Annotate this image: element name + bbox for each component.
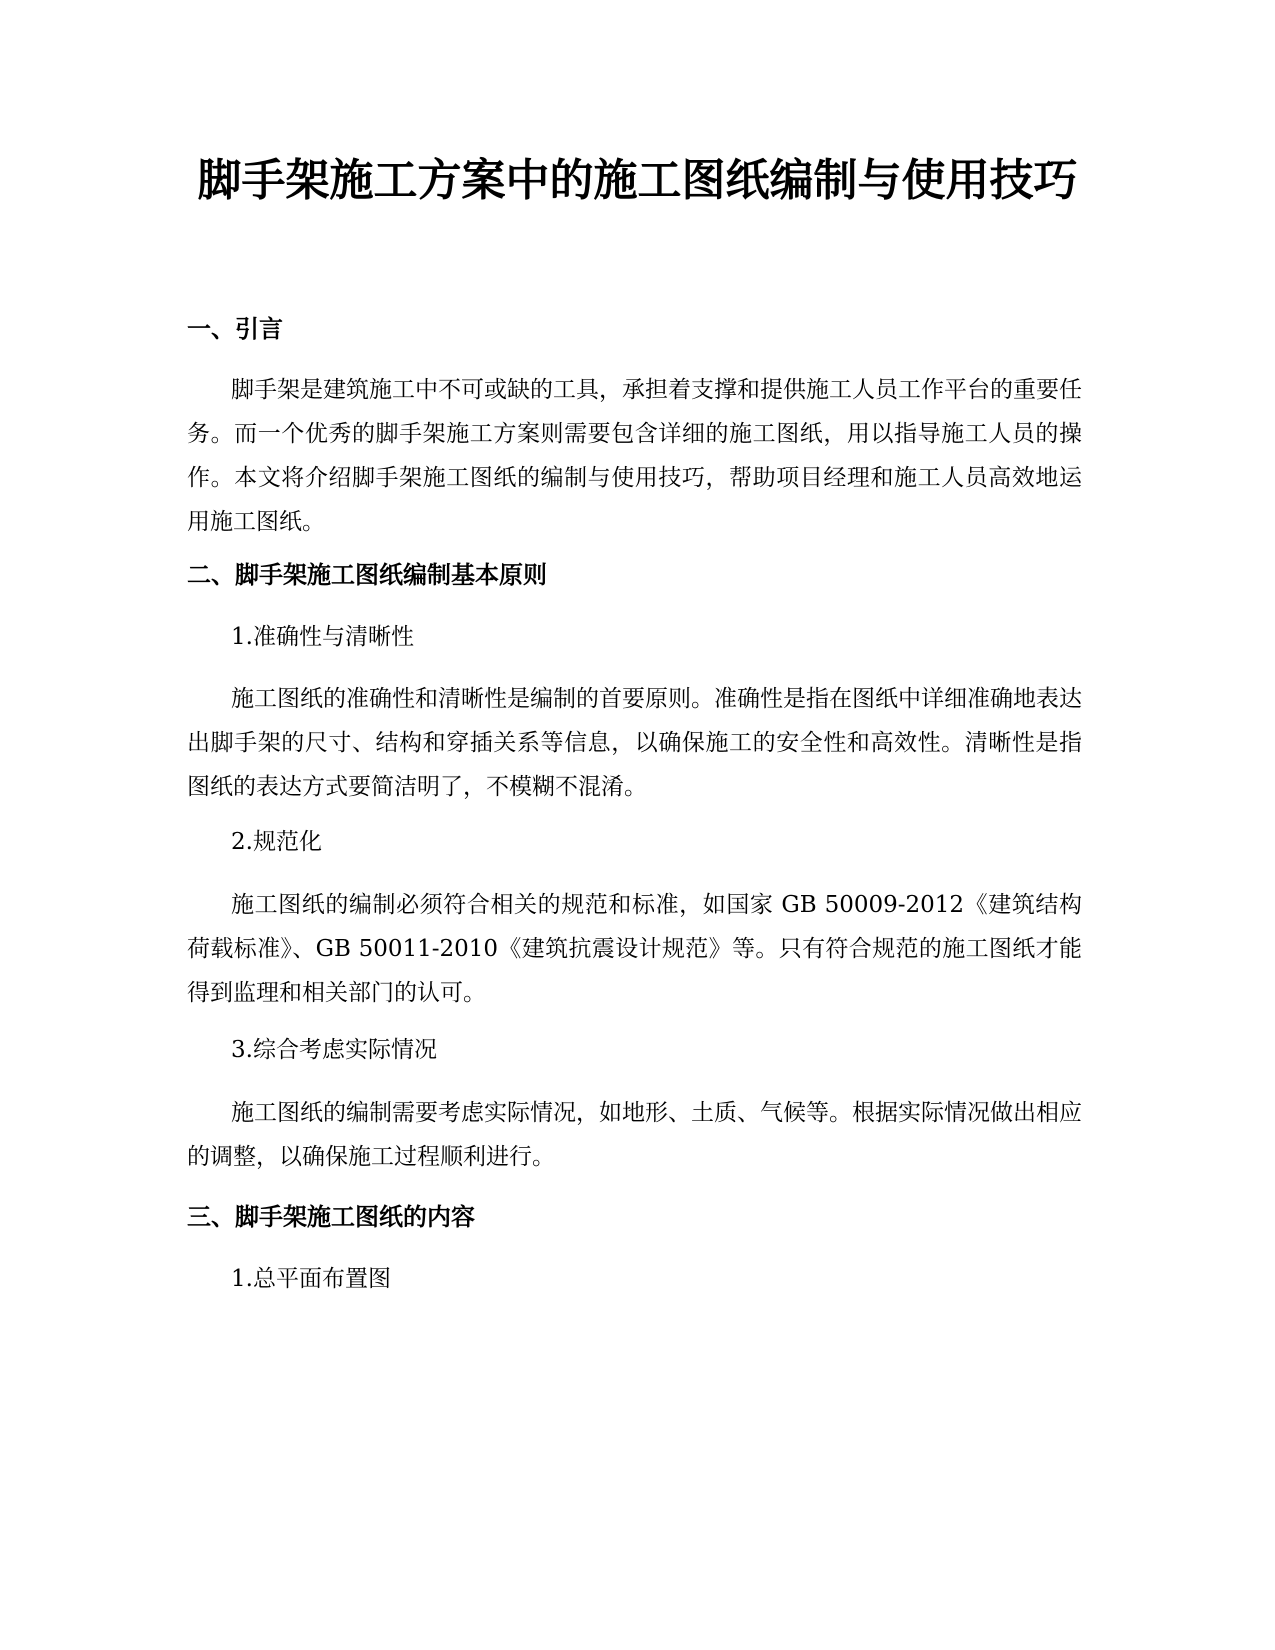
section-heading-contents: 三、脚手架施工图纸的内容	[187, 1203, 475, 1231]
subheading-site-layout-plan: 1.总平面布置图	[231, 1266, 391, 1292]
document-title: 脚手架施工方案中的施工图纸编制与使用技巧	[197, 155, 1078, 206]
introduction-paragraph: 脚手架是建筑施工中不可或缺的工具，承担着支撑和提供施工人员工作平台的重要任务。而一个优秀的脚手架施工方案则需要包含详细的施工图纸，用以指导施工人员的操作。本文将介绍脚手架施工图纸的编制与使用技巧，帮助项目经理和施工人员高效地运用施工图纸。	[187, 377, 1082, 535]
section-heading-introduction: 一、引言	[187, 315, 283, 343]
actual-conditions-paragraph: 施工图纸的编制需要考虑实际情况，如地形、土质、气候等。根据实际情况做出相应的调整，以确保施工过程顺利进行。	[187, 1100, 1082, 1170]
subheading-actual-conditions: 3.综合考虑实际情况	[231, 1037, 437, 1063]
accuracy-clarity-paragraph: 施工图纸的准确性和清晰性是编制的首要原则。准确性是指在图纸中详细准确地表达出脚手架的尺寸、结构和穿插关系等信息，以确保施工的安全性和高效性。清晰性是指图纸的表达方式要简洁明了，不模糊不混淆。	[187, 686, 1082, 800]
subheading-accuracy-clarity: 1.准确性与清晰性	[231, 624, 414, 650]
subheading-standardization: 2.规范化	[231, 829, 322, 855]
standardization-paragraph: 施工图纸的编制必须符合相关的规范和标准，如国家 GB 50009-2012《建筑结构荷载标准》、GB 50011-2010《建筑抗震设计规范》等。只有符合规范的施工图纸才能得到监理和相关部门的认可。	[187, 892, 1082, 1006]
section-heading-principles: 二、脚手架施工图纸编制基本原则	[187, 561, 547, 589]
